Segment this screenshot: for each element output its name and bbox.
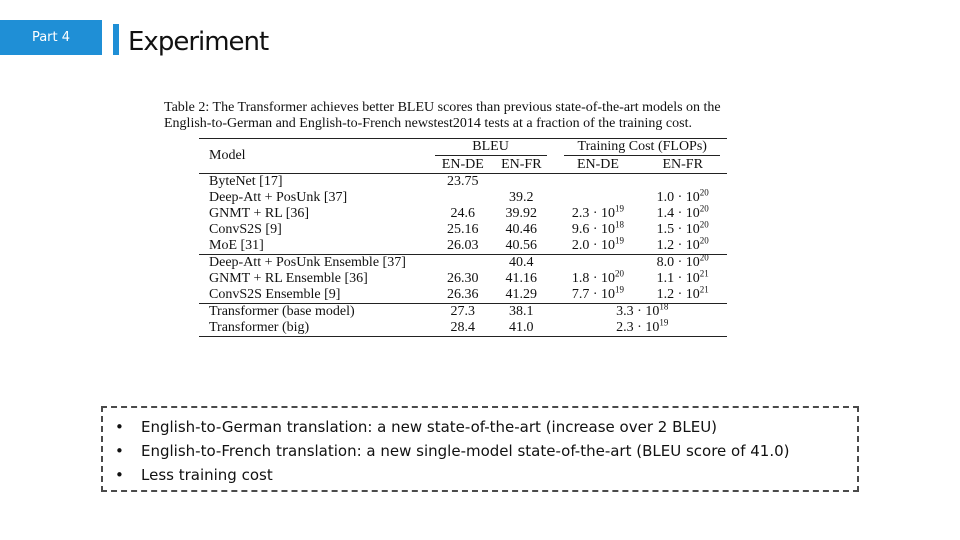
cost-en-de-cell: $1.8 \cdot 10^{20}$ (571, 268, 625, 286)
bleu-en-fr-cell: 41.0 (494, 320, 550, 337)
cost-en-de-cell: $2.3 \cdot 10^{19}$ (571, 203, 625, 221)
bleu-en-fr-cell: 40.46 (505, 222, 538, 237)
cost-en-de-cell: $9.6 \cdot 10^{18}$ (571, 219, 625, 237)
subheader-cost-en-de: EN-DE (576, 156, 619, 172)
model-cell: Transformer (big) (199, 320, 432, 337)
bullet-icon: • (115, 418, 124, 436)
list-item (115, 463, 857, 487)
table-row (199, 238, 727, 255)
cost-en-de-cell (558, 174, 639, 191)
table-row (199, 222, 727, 238)
table-row (199, 174, 727, 191)
bleu-en-fr-cell: 40.56 (505, 238, 538, 253)
title-accent-bar (113, 24, 119, 55)
bleu-en-de-cell: 26.36 (447, 287, 479, 302)
table-caption: Table 2: The Transformer achieves better BLEU scores than previous state-of-the-art models on the English-to-German and English-to-French newstest2014 tests at a fraction of the training cost. (164, 100, 721, 131)
bleu-en-fr-cell: 39.92 (505, 206, 538, 221)
model-cell: ByteNet [17] (199, 174, 432, 191)
table-row (199, 206, 727, 222)
table-row (199, 255, 727, 272)
bleu-en-de-cell (432, 255, 493, 272)
table-row (199, 190, 727, 206)
cost-en-fr-cell: $1.4 \cdot 10^{20}$ (656, 203, 709, 221)
model-cell: Deep-Att + PosUnk Ensemble [37] (199, 255, 432, 272)
table-row (199, 271, 727, 287)
bleu-en-fr-cell (494, 174, 550, 191)
cost-en-fr-cell: $1.5 \cdot 10^{20}$ (656, 219, 709, 237)
bleu-en-fr-cell: 41.29 (505, 287, 538, 302)
bullet-icon: • (115, 466, 124, 484)
model-cell: GNMT + RL Ensemble [36] (209, 271, 368, 286)
model-cell: Deep-Att + PosUnk [37] (209, 190, 348, 205)
cost-en-de-cell (558, 190, 639, 206)
bleu-en-de-cell: 27.3 (432, 304, 493, 321)
bleu-en-de-cell (432, 190, 493, 206)
results-table (199, 138, 727, 337)
cost-en-fr-cell: $1.0 \cdot 10^{20}$ (656, 187, 709, 205)
cost-en-de-cell: $2.0 \cdot 10^{19}$ (571, 235, 625, 253)
notes-box (101, 406, 859, 492)
note-text: Less training cost (141, 466, 273, 484)
cost-en-fr-cell: $1.2 \cdot 10^{21}$ (656, 284, 709, 302)
subheader-bleu-en-de: EN-DE (441, 156, 484, 172)
bleu-en-de-cell: 28.4 (432, 320, 493, 337)
table-row (199, 304, 727, 321)
header-training-cost: Training Cost (FLOPs) (564, 139, 720, 156)
subheader-bleu-en-fr: EN-FR (501, 156, 542, 172)
bleu-en-de-cell: 23.75 (432, 174, 493, 191)
model-cell: ConvS2S [9] (209, 222, 282, 237)
model-cell: Transformer (base model) (199, 304, 432, 321)
cost-en-de-cell (558, 255, 639, 272)
cost-en-de-cell: $7.7 \cdot 10^{19}$ (571, 284, 625, 302)
header-bleu: BLEU (435, 139, 547, 156)
cost-en-fr-cell: $1.2 \cdot 10^{20}$ (656, 235, 709, 253)
cost-en-fr-cell: $1.1 \cdot 10^{21}$ (656, 268, 709, 286)
table-body (199, 174, 727, 337)
table-row (199, 287, 727, 304)
note-text: English-to-German translation: a new state-of-the-art (increase over 2 BLEU) (141, 418, 718, 436)
bleu-en-de-cell: 25.16 (447, 222, 479, 237)
model-cell: ConvS2S Ensemble [9] (209, 287, 341, 302)
bleu-en-de-cell: 26.30 (447, 271, 479, 286)
notes-list (103, 408, 857, 487)
bleu-en-fr-cell: 39.2 (509, 190, 534, 205)
cost-en-fr-cell (638, 174, 727, 191)
bullet-icon: • (115, 442, 124, 460)
bleu-en-fr-cell: 41.16 (505, 271, 538, 286)
header-model: Model (199, 139, 432, 174)
list-item (115, 439, 857, 463)
bleu-en-de-cell: 26.03 (447, 238, 479, 253)
training-cost-merged-cell: $3.3 \cdot 10^{18}$ (558, 304, 728, 321)
training-cost-merged-cell: $2.3 \cdot 10^{19}$ (558, 320, 728, 337)
bleu-en-de-cell: 24.6 (450, 206, 476, 221)
note-text: English-to-French translation: a new single-model state-of-the-art (BLEU score of 41.0) (141, 442, 790, 460)
part-label: Part 4 (0, 20, 102, 55)
page-title: Experiment (128, 27, 269, 57)
table-row (199, 320, 727, 337)
table-header-row (199, 139, 727, 157)
list-item (115, 415, 857, 439)
table-figure (163, 100, 765, 366)
subheader-cost-en-fr: EN-FR (662, 156, 703, 172)
bleu-en-fr-cell: 40.4 (494, 255, 550, 272)
bleu-en-fr-cell: 38.1 (494, 304, 550, 321)
model-cell: GNMT + RL [36] (209, 206, 310, 221)
model-cell: MoE [31] (209, 238, 264, 253)
cost-en-fr-cell: $8.0 \cdot 10^{20}$ (638, 255, 727, 272)
